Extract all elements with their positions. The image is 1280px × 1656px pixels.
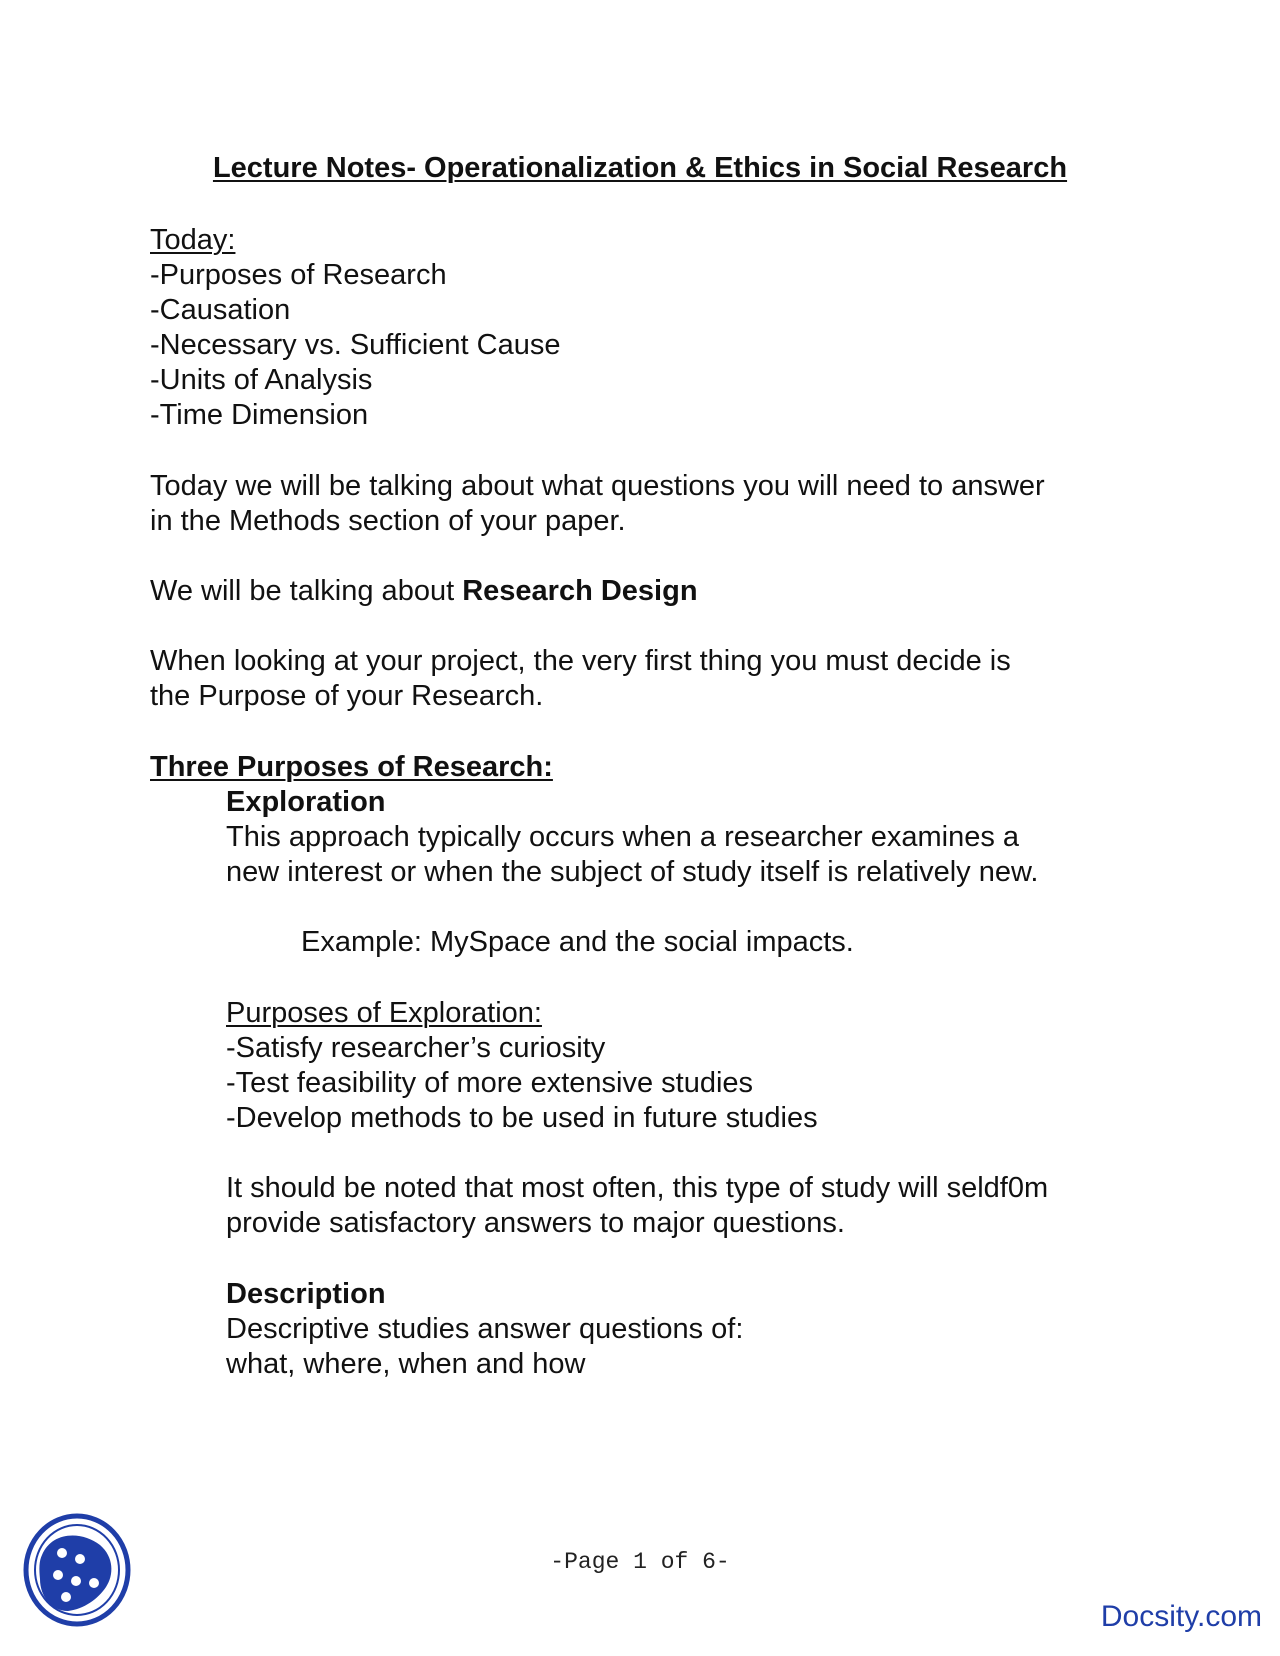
intro-paragraph-line: in the Methods section of your paper. xyxy=(150,505,626,537)
today-item: -Necessary vs. Sufficient Cause xyxy=(150,329,561,361)
exploration-heading: Exploration xyxy=(226,786,386,818)
intro-paragraph-line: Today we will be talking about what questions you will need to answer xyxy=(150,470,1045,502)
today-heading: Today: xyxy=(150,224,236,256)
three-purposes-heading: Three Purposes of Research: xyxy=(150,751,553,783)
description-text-line: what, where, when and how xyxy=(226,1348,586,1380)
docsity-logo-icon xyxy=(22,1513,132,1628)
page-footer: -Page 1 of 6- xyxy=(550,1549,730,1575)
today-item: -Causation xyxy=(150,294,291,326)
research-design-paragraph xyxy=(150,573,698,609)
purpose-paragraph-line: the Purpose of your Research. xyxy=(150,680,544,712)
purpose-paragraph-line: When looking at your project, the very first thing you must decide is xyxy=(150,645,1011,677)
today-item: -Units of Analysis xyxy=(150,364,373,396)
description-text-line: Descriptive studies answer questions of: xyxy=(226,1313,744,1345)
document-title xyxy=(0,150,1280,186)
exploration-note-line: It should be noted that most often, this type of study will seldf0m xyxy=(226,1172,1049,1204)
research-design-prefix: We will be talking about xyxy=(150,575,463,607)
today-item: -Time Dimension xyxy=(150,399,369,431)
research-design-emphasis: Research Design xyxy=(462,575,698,607)
exploration-text-line: This approach typically occurs when a researcher examines a xyxy=(226,821,1020,853)
exploration-purpose-item: -Develop methods to be used in future studies xyxy=(226,1102,818,1134)
exploration-text-line: new interest or when the subject of study itself is relatively new. xyxy=(226,856,1039,888)
exploration-example: Example: MySpace and the social impacts. xyxy=(301,926,854,958)
today-item: -Purposes of Research xyxy=(150,259,447,291)
description-heading: Description xyxy=(226,1278,386,1310)
exploration-purpose-item: -Satisfy researcher’s curiosity xyxy=(226,1032,606,1064)
exploration-purpose-item: -Test feasibility of more extensive studies xyxy=(226,1067,754,1099)
purposes-of-exploration-heading: Purposes of Exploration: xyxy=(226,997,542,1029)
document-title-text: Lecture Notes- Operationalization & Ethics in Social Research xyxy=(212,152,1068,184)
exploration-note-line: provide satisfactory answers to major questions. xyxy=(226,1207,845,1239)
docsity-brand-link[interactable]: Docsity.com xyxy=(1100,1600,1262,1633)
